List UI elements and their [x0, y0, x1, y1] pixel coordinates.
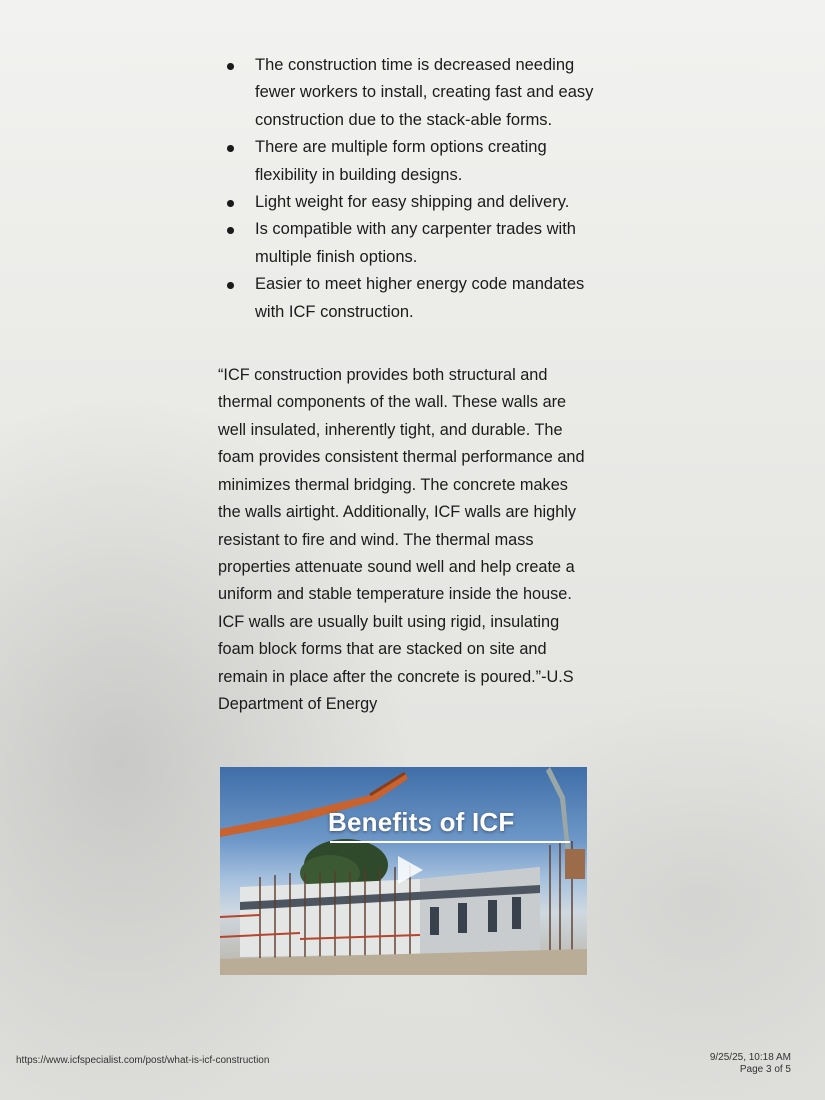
- bullet-dot-icon: [227, 227, 234, 234]
- video-thumbnail[interactable]: [220, 767, 587, 975]
- list-item-text: Easier to meet higher energy code mandates with ICF construction.: [255, 275, 585, 321]
- title-underline: [330, 841, 570, 843]
- doe-quote: “ICF construction provides both structural and thermal components of the wall. These walls are well insulated, inherently tight, and durable. The foam provides consistent thermal performance and minimizes thermal bridging. The concrete makes the walls airtight. Additionally, ICF walls are highly resistant to fire and wind. The thermal mass properties attenuate sound well and help create a uniform and stable temperature inside the house. ICF walls are usually built using rigid, insulating foam block forms that are stacked on site and remain in place after the concrete is poured.”-U.S Department of Energy: [218, 366, 585, 713]
- print-datetime: 9/25/25, 10:18 AM: [709, 1052, 791, 1063]
- footer-meta: [710, 1052, 791, 1076]
- bullet-dot-icon: [227, 282, 234, 289]
- page-number: Page 3 of 5: [739, 1064, 791, 1075]
- list-item: [218, 216, 598, 271]
- list-item-text: There are multiple form options creating flexibility in building designs.: [255, 138, 547, 184]
- video-title: Benefits of ICF: [328, 807, 515, 837]
- list-item-text: The construction time is decreased needing fewer workers to install, creating fast and easy construction due to the stack-able forms.: [255, 56, 594, 129]
- list-item: [218, 52, 598, 134]
- list-item-text: Light weight for easy shipping and delivery.: [255, 193, 570, 212]
- bullet-dot-icon: [227, 200, 234, 207]
- list-item: [218, 134, 598, 189]
- list-item: [218, 271, 598, 326]
- footer-url: https://www.icfspecialist.com/post/what-is-icf-construction: [16, 1055, 270, 1066]
- bullet-dot-icon: [227, 63, 234, 70]
- bullet-dot-icon: [227, 145, 234, 152]
- benefits-list: [218, 52, 598, 326]
- list-item: [218, 189, 598, 216]
- list-item-text: Is compatible with any carpenter trades with multiple finish options.: [255, 220, 576, 266]
- play-icon[interactable]: [392, 853, 426, 887]
- page-content: [218, 52, 598, 735]
